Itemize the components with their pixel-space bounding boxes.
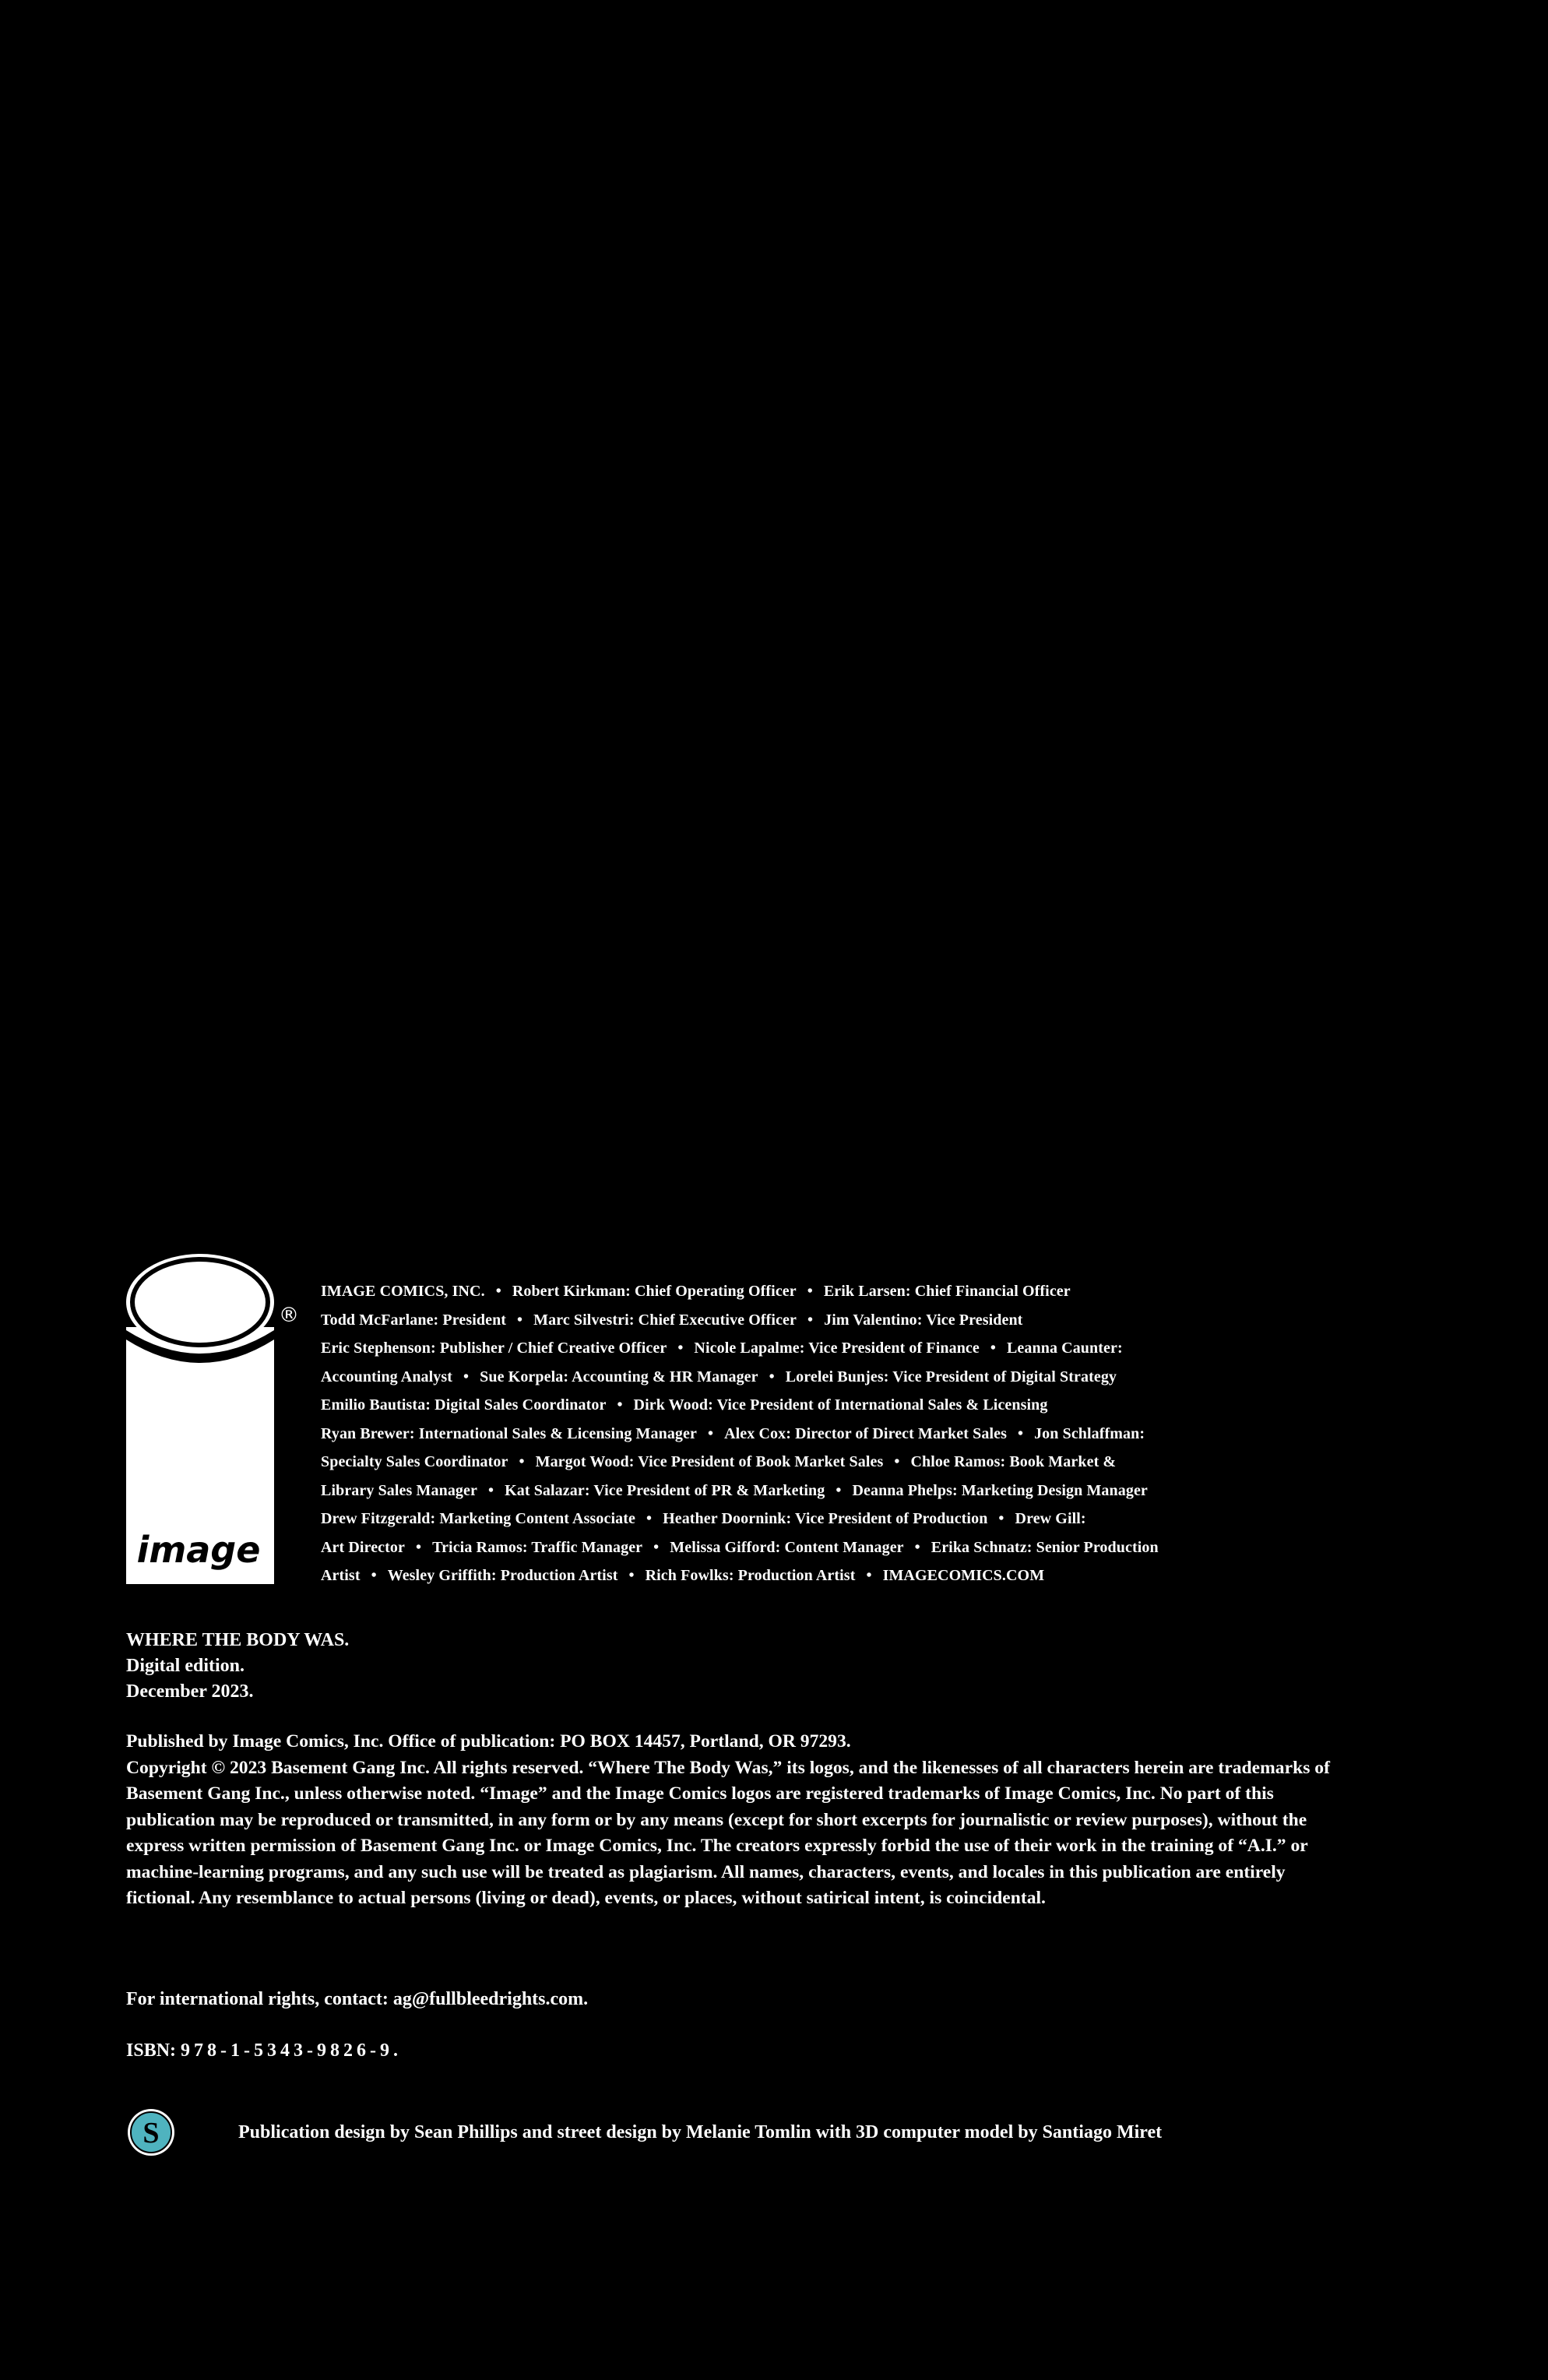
staff-entry: Ryan Brewer: International Sales & Licensing Manager bbox=[321, 1424, 697, 1442]
bullet-separator: • bbox=[707, 1424, 714, 1442]
bullet-separator: • bbox=[990, 1340, 996, 1357]
staff-entry: Library Sales Manager bbox=[321, 1481, 477, 1499]
legal-line: Copyright © 2023 Basement Gang Inc. All rights reserved. “Where The Body Was,” its logos, and the likenesses of all characters herein are trademarks of bbox=[126, 1757, 1330, 1778]
bullet-separator: • bbox=[866, 1567, 872, 1584]
bullet-separator: • bbox=[998, 1510, 1004, 1527]
staff-entry: Erika Schnatz: Senior Production bbox=[931, 1538, 1159, 1556]
staff-line bbox=[321, 1363, 1286, 1392]
staff-entry: Todd McFarlane: President bbox=[321, 1311, 507, 1329]
staff-entry: Leanna Caunter: bbox=[1006, 1340, 1123, 1357]
staff-entry: Wesley Griffith: Production Artist bbox=[387, 1567, 618, 1584]
bullet-separator: • bbox=[653, 1538, 660, 1556]
staff-line bbox=[321, 1277, 1286, 1306]
staff-entry: Heather Doornink: Vice President of Production bbox=[663, 1510, 988, 1527]
registered-mark: ® bbox=[279, 1304, 299, 1327]
staff-entry: Chloe Ramos: Book Market & bbox=[910, 1453, 1117, 1470]
staff-entry: Erik Larsen: Chief Financial Officer bbox=[823, 1283, 1071, 1300]
staff-entry: Jon Schlaffman: bbox=[1034, 1424, 1145, 1442]
legal-line: Basement Gang Inc., unless otherwise noted. “Image” and the Image Comics logos are registered trademarks of Image Comics, Inc. No part of this bbox=[126, 1783, 1274, 1804]
staff-line bbox=[321, 1561, 1286, 1590]
staff-line bbox=[321, 1306, 1286, 1335]
staff-entry: Deanna Phelps: Marketing Design Manager bbox=[852, 1481, 1148, 1499]
logo-wordmark: image bbox=[136, 1529, 261, 1571]
staff-entry: Tricia Ramos: Traffic Manager bbox=[432, 1538, 643, 1556]
bullet-separator: • bbox=[617, 1396, 623, 1414]
bullet-separator: • bbox=[628, 1567, 635, 1584]
staff-entry: Melissa Gifford: Content Manager bbox=[670, 1538, 904, 1556]
image-logo-graphic bbox=[126, 1252, 274, 1584]
staff-entry: Nicole Lapalme: Vice President of Finance bbox=[694, 1340, 980, 1357]
staff-entry: Drew Gill: bbox=[1015, 1510, 1086, 1527]
staff-line bbox=[321, 1391, 1286, 1420]
staff-entry: Artist bbox=[321, 1567, 361, 1584]
staff-entry: Specialty Sales Coordinator bbox=[321, 1453, 508, 1470]
s-badge-icon bbox=[126, 2107, 176, 2157]
bullet-separator: • bbox=[463, 1368, 470, 1385]
staff-entry: IMAGE COMICS, INC. bbox=[321, 1283, 485, 1300]
legal-line: Published by Image Comics, Inc. Office of publication: PO BOX 14457, Portland, OR 97293. bbox=[126, 1731, 851, 1752]
staff-line bbox=[321, 1448, 1286, 1477]
staff-line bbox=[321, 1505, 1286, 1533]
bullet-separator: • bbox=[519, 1453, 525, 1470]
staff-entry: Eric Stephenson: Publisher / Chief Creative Officer bbox=[321, 1340, 667, 1357]
staff-entry: Alex Cox: Director of Direct Market Sales bbox=[724, 1424, 1007, 1442]
isbn bbox=[126, 2040, 402, 2061]
bullet-separator: • bbox=[517, 1311, 523, 1329]
legal-line: publication may be reproduced or transmitted, in any form or by any means (except for short excerpts for journalistic or review purposes), without the bbox=[126, 1809, 1307, 1830]
bullet-separator: • bbox=[487, 1481, 494, 1499]
staff-entry: Marc Silvestri: Chief Executive Officer bbox=[533, 1311, 797, 1329]
staff-entry: Art Director bbox=[321, 1538, 405, 1556]
bullet-separator: • bbox=[677, 1340, 684, 1357]
staff-entry: Margot Wood: Vice President of Book Market Sales bbox=[535, 1453, 884, 1470]
legal-line: fictional. Any resemblance to actual persons (living or dead), events, or places, without satirical intent, is coincidental. bbox=[126, 1888, 1046, 1908]
badge-letter: S bbox=[142, 2117, 160, 2149]
legal-notice bbox=[126, 1729, 1434, 1912]
bullet-separator: • bbox=[495, 1283, 501, 1300]
bullet-separator: • bbox=[371, 1567, 377, 1584]
legal-line: machine-learning programs, and any such use will be treated as plagiarism. All names, characters, events, and locales in this publication are entirely bbox=[126, 1861, 1286, 1882]
staff-entry: Jim Valentino: Vice President bbox=[824, 1311, 1023, 1329]
staff-credits bbox=[321, 1277, 1286, 1590]
isbn-number: 978-1-5343-9826-9. bbox=[181, 2040, 402, 2061]
rights-contact: For international rights, contact: ag@fullbleedrights.com. bbox=[126, 1989, 589, 2009]
staff-line bbox=[321, 1420, 1286, 1449]
edition-info bbox=[126, 1628, 349, 1705]
bullet-separator: • bbox=[646, 1510, 653, 1527]
staff-entry: Dirk Wood: Vice President of International Sales & Licensing bbox=[633, 1396, 1048, 1414]
staff-entry: Sue Korpela: Accounting & HR Manager bbox=[480, 1368, 758, 1385]
bullet-separator: • bbox=[914, 1538, 920, 1556]
isbn-label: ISBN: bbox=[126, 2040, 177, 2061]
staff-entry: Lorelei Bunjes: Vice President of Digital Strategy bbox=[785, 1368, 1117, 1385]
staff-entry: Robert Kirkman: Chief Operating Officer bbox=[512, 1283, 797, 1300]
staff-line bbox=[321, 1477, 1286, 1505]
staff-entry: Drew Fitzgerald: Marketing Content Associate bbox=[321, 1510, 635, 1527]
staff-entry: Kat Salazar: Vice President of PR & Marketing bbox=[505, 1481, 825, 1499]
bullet-separator: • bbox=[807, 1283, 813, 1300]
bullet-separator: • bbox=[1017, 1424, 1024, 1442]
staff-entry: Accounting Analyst bbox=[321, 1368, 453, 1385]
image-comics-logo bbox=[126, 1252, 299, 1584]
staff-line bbox=[321, 1334, 1286, 1363]
design-credit-text: Publication design by Sean Phillips and street design by Melanie Tomlin with 3D computer model by Santiago Miret bbox=[238, 2121, 1163, 2142]
bullet-separator: • bbox=[807, 1311, 814, 1329]
bullet-separator: • bbox=[769, 1368, 775, 1385]
legal-line: express written permission of Basement Gang Inc. or Image Comics, Inc. The creators expressly forbid the use of their work in the training of “A.I.” or bbox=[126, 1836, 1308, 1856]
staff-entry: Rich Fowlks: Production Artist bbox=[645, 1567, 856, 1584]
edition-format: Digital edition. bbox=[126, 1656, 245, 1676]
staff-entry: Emilio Bautista: Digital Sales Coordinator bbox=[321, 1396, 607, 1414]
staff-line bbox=[321, 1533, 1286, 1562]
bullet-separator: • bbox=[416, 1538, 422, 1556]
bullet-separator: • bbox=[836, 1481, 842, 1499]
design-credit bbox=[126, 2107, 1162, 2157]
staff-entry[interactable]: IMAGECOMICS.COM bbox=[882, 1567, 1045, 1584]
logo-dot-inner bbox=[132, 1259, 268, 1345]
bullet-separator: • bbox=[894, 1453, 900, 1470]
edition-date: December 2023. bbox=[126, 1681, 254, 1702]
edition-title: WHERE THE BODY WAS. bbox=[126, 1630, 350, 1650]
